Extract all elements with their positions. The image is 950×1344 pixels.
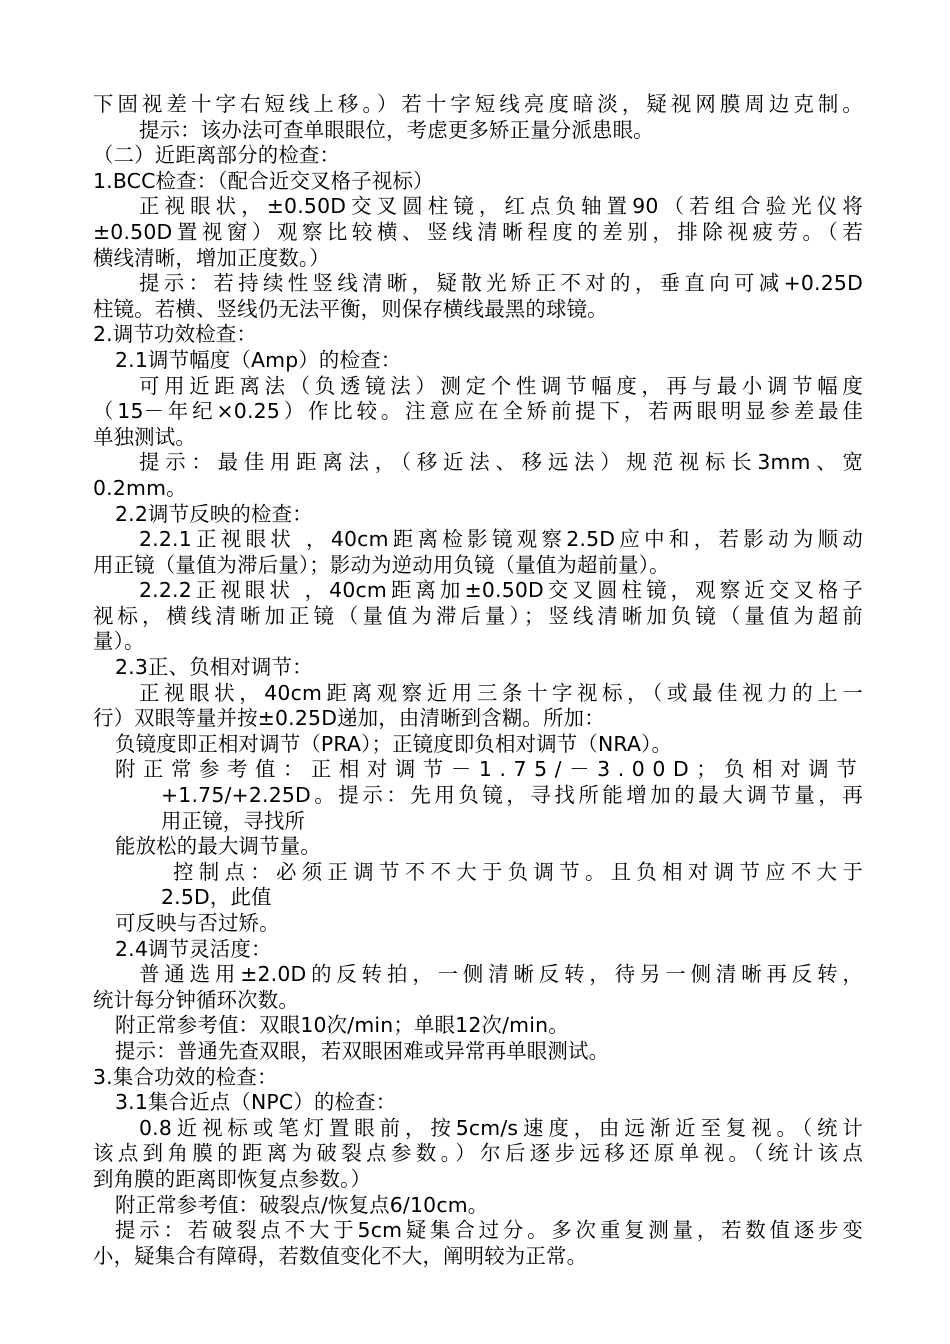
document-page [93,92,863,1269]
text-line: 提示：最佳用距离法，（移近法、移远法）规范视标长3mm、宽 [139,450,863,475]
text-line: +1.75/+2.25D。提示：先用负镜，寻找所能增加的最大调节量，再 [161,783,863,808]
text-line: 0.8近视标或笔灯置眼前，按5cm/s速度，由远渐近至复视。（统计 [139,1115,863,1140]
text-line: 提示：若破裂点不大于5cm疑集合过分。多次重复测量，若数值逐步变 [115,1218,863,1243]
text-line: 提示：普通先查双眼，若双眼困难或异常再单眼测试。 [115,1038,610,1063]
text-line: 2.2.1正视眼状 ，40cm距离检影镜观察2.5D应中和，若影动为顺动 [139,527,863,552]
text-line: 该点到角膜的距离为破裂点参数。）尔后逐步远移还原单视。（统计该点 [93,1141,863,1166]
text-line: ±0.50D置视窗）观察比较横、竖线清晰程度的差别，排除视疲劳。（若 [93,219,863,244]
section-heading: 1.BCC检查：（配合近交叉格子视标） [93,168,434,193]
text-line: 行）双眼等量并按±0.25D递加，由清晰到含糊。所加： [93,706,605,731]
subsection-heading: 2.4调节灵活度： [115,936,272,961]
text-line: 正视眼状，±0.50D交叉圆柱镜，红点负轴置90（若组合验光仪将 [139,194,863,219]
text-line: 用正镜（量值为滞后量）；影动为逆动用负镜（量值为超前量）。 [93,552,670,577]
text-line: 正视眼状，40cm距离观察近用三条十字视标，（或最佳视力的上一 [139,680,863,705]
text-line: 控制点：必须正调节不不大于负调节。且负相对调节应不大于 [173,859,863,884]
subsection-heading: 3.1集合近点（NPC）的检查： [115,1090,397,1115]
section-heading: （二）近距离部分的检查： [93,143,341,168]
text-line: 2.2.2正视眼状 ，40cm距离加±0.50D交叉圆柱镜，观察近交叉格子 [139,578,863,603]
subsection-heading: 2.3正、负相对调节： [115,655,313,680]
text-line: 附正常参考值：双眼10次/min；单眼12次/min。 [115,1013,569,1038]
text-line: 提示：该办法可查单眼眼位，考虑更多矫正量分派患眼。 [139,117,654,142]
text-line: 可反映与否过矫。 [115,911,280,935]
text-line: 可用近距离法（负透镜法）测定个性调节幅度，再与最小调节幅度 [139,373,863,398]
section-heading: 2.调节功效检查： [93,322,257,347]
text-line: 附正常参考值：正相对调节－1.75/－3.00D；负相对调节 [115,757,865,782]
subsection-heading: 2.1调节幅度（Amp）的检查： [115,347,402,372]
text-line: 用正镜，寻找所 [161,808,306,833]
section-heading: 3.集合功效的检查： [93,1064,278,1089]
text-line: 统计每分钟循环次数。 [93,987,299,1012]
text-line: 到角膜的距离即恢复点参数。） [93,1166,372,1191]
text-line: 横线清晰，增加正度数。） [93,245,330,270]
text-line: 附正常参考值：破裂点/恢复点6/10cm。 [115,1192,489,1217]
text-line: 普通选用±2.0D的反转拍，一侧清晰反转，待另一侧清晰再反转， [139,962,863,987]
text-line: 能放松的最大调节量。 [115,834,321,859]
text-line: 小，疑集合有障碍，若数值变化不大，阐明较为正常。 [93,1243,588,1268]
subsection-heading: 2.2调节反映的检查： [115,501,313,526]
text-line: 负镜度即正相对调节（PRA）；正镜度即负相对调节（NRA）。 [115,731,673,756]
text-line: 量）。 [93,629,145,654]
text-line: 0.2mm。 [93,475,187,500]
text-line: 提示：若持续性竖线清晰，疑散光矫正不对的，垂直向可减+0.25D [139,271,863,296]
text-line: 单独测试。 [93,424,196,449]
text-line: 视标，横线清晰加正镜（量值为滞后量）；竖线清晰加负镜（量值为超前 [93,603,863,628]
text-line: 柱镜。若横、竖线仍无法平衡，则保存横线最黑的球镜。 [93,296,608,321]
text-line: 下固视差十字右短线上移。）若十字短线亮度暗淡，疑视网膜周边克制。 [93,92,863,116]
text-line: （15－年纪×0.25）作比较。注意应在全矫前提下，若两眼明显参差最佳 [93,399,863,424]
text-line: 2.5D，此值 [161,885,272,910]
